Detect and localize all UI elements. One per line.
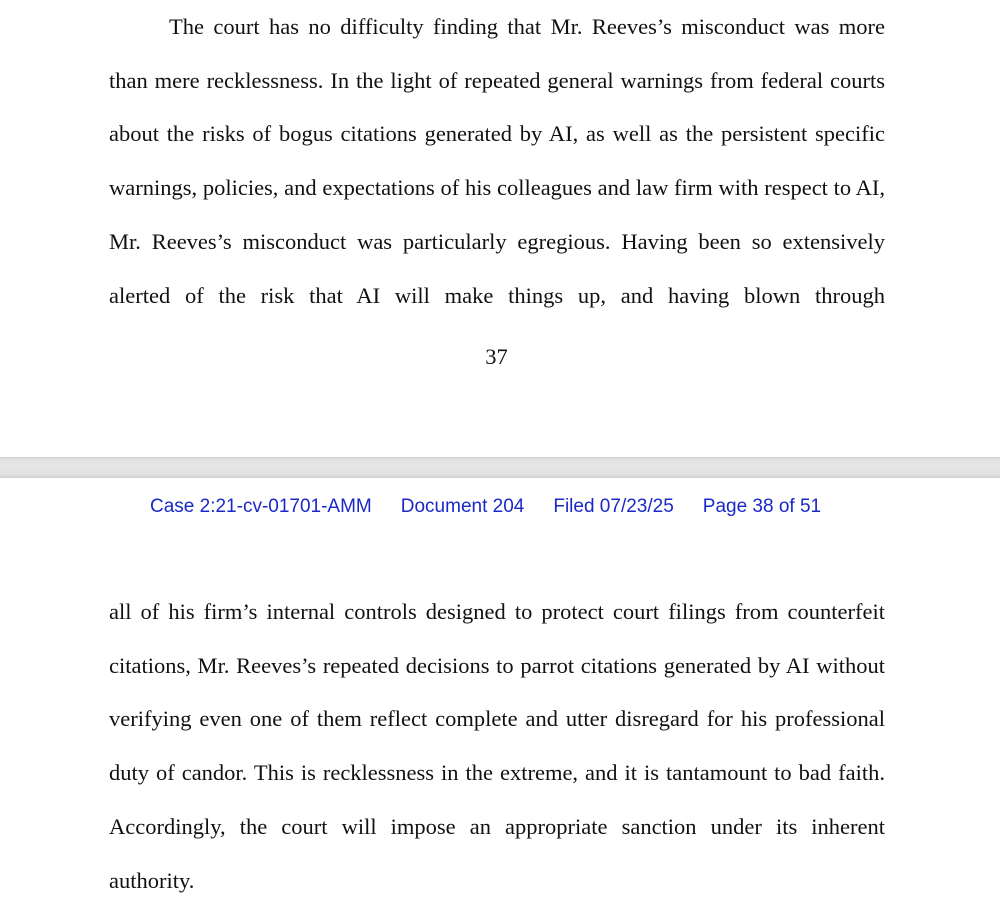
page-separator bbox=[0, 457, 1000, 478]
case-header bbox=[150, 496, 821, 518]
body-paragraph-page-37: The court has no difficulty finding that Mr. Reeves’s misconduct was more than mere recklessness. In the light of repeated general warnings from federal courts about the risks of bogus citations generated by AI, as well as the persistent specific warnings, policies, and expectations of his colleagues and law firm with respect to AI, Mr. Reeves’s misconduct was particularly egregious. Having been so extensively alerted of the risk that AI will make things up, and having blown through bbox=[109, 14, 885, 308]
page-number: 37 bbox=[485, 344, 508, 369]
document-number: Document 204 bbox=[400, 496, 525, 517]
case-number: Case 2:21-cv-01701-AMM bbox=[150, 496, 372, 517]
body-paragraph-page-38: all of his firm’s internal controls designed to protect court filings from counterfeit citations, Mr. Reeves’s repeated decisions to parrot citations generated by AI without verifying even one of them reflect complete and utter disregard for his professional duty of candor. This is recklessness in the extreme, and it is tantamount to bad faith. Accordingly, the court will impose an appropriate sanction under its inherent authority. bbox=[109, 599, 885, 893]
page-count: Page 38 of 51 bbox=[702, 496, 822, 517]
filed-date: Filed 07/23/25 bbox=[553, 496, 674, 517]
